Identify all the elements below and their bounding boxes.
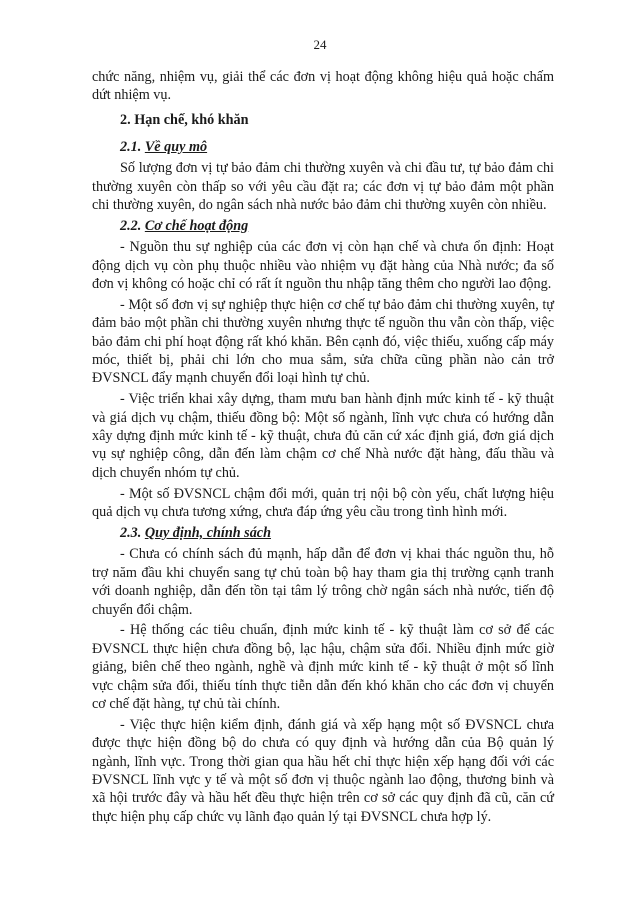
subsection-number: 2.3. — [120, 524, 142, 541]
body-paragraph: - Một số đơn vị sự nghiệp thực hiện cơ chế tự bảo đảm chi thường xuyên, tự đảm bảo một phần chi thường xuyên nhưng thực tế nguồn thu vẫn còn thấp, việc bảo đảm chi phí hoạt động rất khó khăn. Bên cạnh đó, việc thiếu, xuống cấp máy móc, thiết bị, phải chi lớn cho mua sắm, sửa chữa cũng phần nào cản trở ĐVSNCL đẩy mạnh chuyển đổi loại hình tự chủ. — [92, 296, 554, 387]
page-number: 24 — [313, 37, 327, 52]
section-heading: 2. Hạn chế, khó khăn — [120, 112, 249, 129]
body-paragraph: - Việc thực hiện kiểm định, đánh giá và xếp hạng một số ĐVSNCL chưa được thực hiện đồng bộ do chưa có quy định và hướng dẫn của Bộ quản lý ngành, lĩnh vực. Trong thời gian qua hầu hết chỉ thực hiện xếp hạng đối với các ĐVSNCL lĩnh vực y tế và một số đơn vị thuộc ngành lao động, thương binh và xã hội trước đây và hầu hết đều thực hiện trên cơ sở các quy định đã cũ, căn cứ thực hiện phụ cấp chức vụ lãnh đạo quản lý tại ĐVSNCL chưa hợp lý. — [92, 716, 554, 825]
subsection-title: Về quy mô — [144, 138, 208, 155]
subsection-number: 2.1. — [120, 138, 142, 155]
intro-paragraph: chức năng, nhiệm vụ, giải thể các đơn vị hoạt động không hiệu quả hoặc chấm dứt nhiệm vụ. — [92, 69, 554, 104]
body-paragraph: - Một số ĐVSNCL chậm đổi mới, quản trị nội bộ còn yếu, chất lượng hiệu quả dịch vụ chưa tương xứng, chưa đáp ứng yêu cầu trong tình hình mới. — [92, 485, 554, 521]
subsection-title: Cơ chế hoạt động — [144, 217, 249, 234]
body-paragraph: - Hệ thống các tiêu chuẩn, định mức kinh tế - kỹ thuật làm cơ sở để các ĐVSNCL thực hiện chưa đồng bộ, lạc hậu, chậm sửa đổi. Nhiều định mức giờ giảng, biên chế theo ngành, nghề và định mức kinh tế - kỹ thuật ở một số lĩnh vực chậm sửa đổi, thiếu tính thực tiễn dẫn đến khó khăn cho các đơn vị chuyển cơ chế đặt hàng, tự chủ tài chính. — [92, 622, 554, 712]
page-body — [92, 68, 554, 829]
subsection-heading-2-3 — [92, 524, 554, 542]
subsection-heading-2-1 — [92, 138, 554, 156]
body-paragraph: - Chưa có chính sách đủ mạnh, hấp dẫn để đơn vị khai thác nguồn thu, hỗ trợ năm đầu khi chuyển sang tự chủ toàn bộ hay tham gia thị trường cạnh tranh với doanh nghiệp, dẫn đến tồn tại tâm lý trông chờ ngân sách nhà nước, tiến độ chuyển đổi chậm. — [92, 546, 554, 618]
body-paragraph: - Nguồn thu sự nghiệp của các đơn vị còn hạn chế và chưa ổn định: Hoạt động dịch vụ còn phụ thuộc nhiều vào nhiệm vụ đặt hàng của Nhà nước; đa số đơn vị không có hoặc chỉ có rất ít nguồn thu nhập tăng thêm cho người lao động. — [92, 239, 554, 293]
body-paragraph: - Việc triển khai xây dựng, tham mưu ban hành định mức kinh tế - kỹ thuật và giá dịch vụ chậm, thiếu đồng bộ: Một số ngành, lĩnh vực chưa có hướng dẫn xây dựng định mức kinh tế - kỹ thuật, chưa đủ căn cứ xác định giá, đơn giá dịch vụ sự nghiệp công, dẫn đến làm chậm cơ chế Nhà nước đặt hàng, đấu thầu và dịch chuyển nhóm tự chủ. — [92, 391, 554, 481]
subsection-number: 2.2. — [120, 217, 142, 234]
subsection-title: Quy định, chính sách — [144, 524, 271, 541]
body-paragraph: Số lượng đơn vị tự bảo đảm chi thường xuyên và chi đầu tư, tự bảo đảm chi thường xuyên còn thấp so với yêu cầu đặt ra; các đơn vị tự bảo đảm một phần chi thường xuyên, do ngân sách nhà nước bảo đảm chi thường xuyên còn nhiều. — [92, 160, 554, 214]
subsection-heading-2-2 — [92, 217, 554, 235]
